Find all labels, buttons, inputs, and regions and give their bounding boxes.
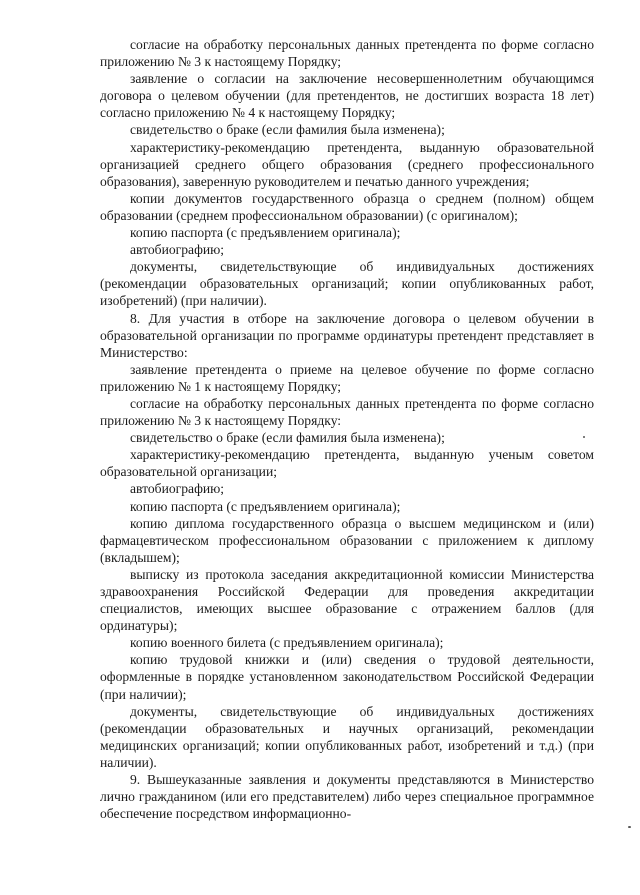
paragraph-school-recommendation: характеристику-рекомендацию претендента, выданную образовательной организацией среднего общего образования (среднего профессионального образования), заверенную руководителем и печатью данного учреждения; bbox=[100, 139, 594, 189]
paragraph-marriage-certificate-2: свидетельство о браке (если фамилия была изменена); bbox=[130, 430, 445, 446]
paragraph-autobiography-2: автобиографию; bbox=[130, 481, 225, 497]
paragraph-employment-record: копию трудовой книжки и (или) сведения о трудовой деятельности, оформленные в порядке установленном законодательством Российской Федерации (при наличии); bbox=[100, 652, 594, 702]
paragraph-consent-personal-data: согласие на обработку персональных данных претендента по форме согласно приложению № 3 к настоящему Порядку; bbox=[100, 37, 594, 70]
document-page bbox=[100, 36, 594, 822]
paragraph-passport-copy-2: копию паспорта (с предъявлением оригинала); bbox=[130, 498, 401, 514]
scan-speck bbox=[628, 826, 631, 828]
paragraph-application: заявление претендента о приеме на целевое обучение по форме согласно приложению № 1 к настоящему Порядку; bbox=[100, 361, 594, 394]
paragraph-section-8: 8. Для участия в отборе на заключение договора о целевом обучении в образовательной организации по программе ординатуры претендент представляет в Министерство: bbox=[100, 310, 594, 360]
paragraph-diploma-copy: копию диплома государственного образца о высшем медицинском и (или) фармацевтическом профессиональном образовании с приложением к диплому (вкладышем); bbox=[100, 515, 594, 565]
paragraph-council-recommendation: характеристику-рекомендацию претендента, выданную ученым советом образовательной организации; bbox=[100, 447, 594, 480]
paragraph-military-id: копию военного билета (с предъявлением оригинала); bbox=[130, 635, 444, 651]
paragraph-autobiography: автобиографию; bbox=[130, 242, 225, 258]
paragraph-accreditation-extract: выписку из протокола заседания аккредитационной комиссии Министерства здравоохранения Российской Федерации для проведения аккредитации специалистов, имеющих высшее образование с отражением баллов (для ординатуры); bbox=[100, 566, 594, 634]
paragraph-education-documents: копии документов государственного образца о среднем (полном) общем образовании (среднем профессиональном образовании) (с оригиналом); bbox=[100, 190, 594, 223]
scan-speck bbox=[583, 436, 585, 438]
paragraph-passport-copy: копию паспорта (с предъявлением оригинала); bbox=[130, 225, 401, 241]
paragraph-achievements-2: документы, свидетельствующие об индивидуальных достижениях (рекомендации образовательных и научных организаций, рекомендации медицинских организаций; копии опубликованных работ, изобретений и т.д.) (при наличии). bbox=[100, 703, 594, 770]
paragraph-consent-personal-data-2: согласие на обработку персональных данных претендента по форме согласно приложению № 3 к настоящему Порядку: bbox=[100, 395, 594, 429]
paragraph-marriage-certificate: свидетельство о браке (если фамилия была изменена); bbox=[130, 122, 445, 138]
paragraph-minor-consent-statement: заявление о согласии на заключение несовершеннолетним обучающимся договора о целевом обучении (для претендентов, не достигших возраста 18 лет) согласно приложению № 4 к настоящему Порядку; bbox=[100, 71, 594, 121]
paragraph-section-9: 9. Вышеуказанные заявления и документы представляются в Министерство лично гражданином (или его представителем) либо через специальное программное обеспечение посредством информационно- bbox=[100, 772, 594, 822]
paragraph-achievements: документы, свидетельствующие об индивидуальных достижениях (рекомендации образовательных организаций; копии опубликованных работ, изобретений) (при наличии). bbox=[100, 259, 594, 309]
